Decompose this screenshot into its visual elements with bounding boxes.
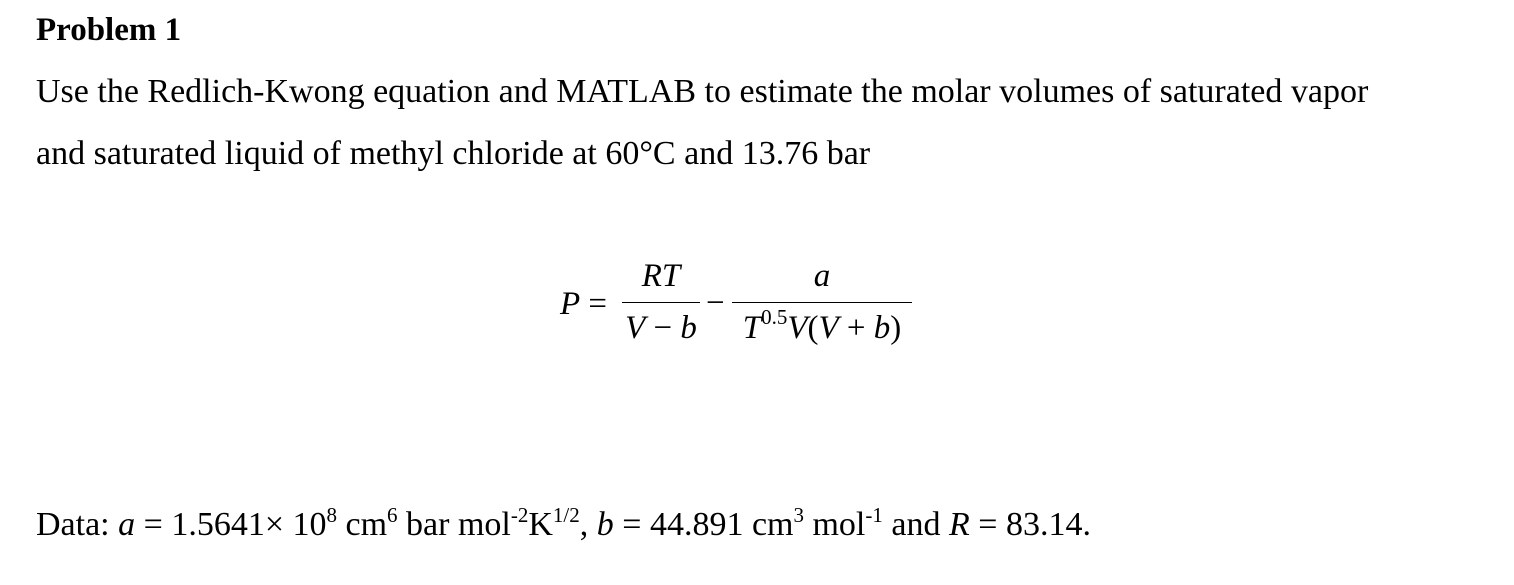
equation-lhs xyxy=(560,284,607,324)
den2-t: T xyxy=(742,310,762,346)
fraction-a-over-t-v xyxy=(732,256,912,356)
den1-v: V xyxy=(625,310,646,346)
den2-v: V xyxy=(787,310,808,346)
den1-minus: − xyxy=(645,310,681,346)
b-value: = 44.891 cm xyxy=(613,506,794,543)
a-unit-bar-mol: bar mol xyxy=(397,506,511,543)
b-unit-mol-exponent: -1 xyxy=(865,503,883,527)
fraction-1-bar xyxy=(622,302,700,303)
a-value: = 1.5641× 10 xyxy=(135,506,327,543)
pressure-symbol: P xyxy=(560,286,581,322)
fraction-1-numerator: RT xyxy=(641,258,681,294)
data-prefix: Data: xyxy=(36,506,119,543)
r-symbol: R xyxy=(948,506,970,543)
fraction-rt-over-v-minus-b xyxy=(622,256,700,356)
den2-open-paren: ( xyxy=(807,310,819,346)
data-line xyxy=(36,505,1091,545)
fraction-2-bar xyxy=(732,302,912,303)
a-unit-mol-exponent: -2 xyxy=(510,503,529,527)
b-symbol: b xyxy=(596,506,614,543)
problem-text-line-1: Use the Redlich-Kwong equation and MATLAB to estimate the molar volumes of saturated vapor xyxy=(36,73,1369,110)
problem-text-line-2: and saturated liquid of methyl chloride at 60°C and 13.76 bar xyxy=(36,135,871,172)
den2-v2: V xyxy=(818,310,839,346)
den1-b: b xyxy=(680,310,697,346)
fraction-2-denominator xyxy=(732,305,912,348)
a-unit-k: K xyxy=(528,506,553,543)
problem-title: Problem 1 xyxy=(36,12,182,48)
data-comma: , xyxy=(579,506,597,543)
den2-close-paren: ) xyxy=(890,310,902,346)
den2-plus: + xyxy=(838,310,874,346)
minus-sign: − xyxy=(706,285,725,321)
fraction-1-denominator xyxy=(622,308,700,348)
den2-exponent: 0.5 xyxy=(761,305,788,329)
a-unit-k-exponent: 1/2 xyxy=(552,503,580,527)
a-unit-cm: cm xyxy=(337,506,388,543)
fraction-2-numerator: a xyxy=(813,258,831,294)
b-unit-mol: mol xyxy=(803,506,866,543)
a-unit-cm-exponent: 6 xyxy=(387,503,398,527)
r-value: = 83.14. xyxy=(969,506,1091,543)
den2-b: b xyxy=(873,310,891,346)
equals-sign: = xyxy=(580,286,608,322)
data-and: and xyxy=(882,506,949,543)
a-symbol: a xyxy=(118,506,136,543)
a-exponent: 8 xyxy=(326,503,337,527)
b-unit-cm-exponent: 3 xyxy=(793,503,804,527)
